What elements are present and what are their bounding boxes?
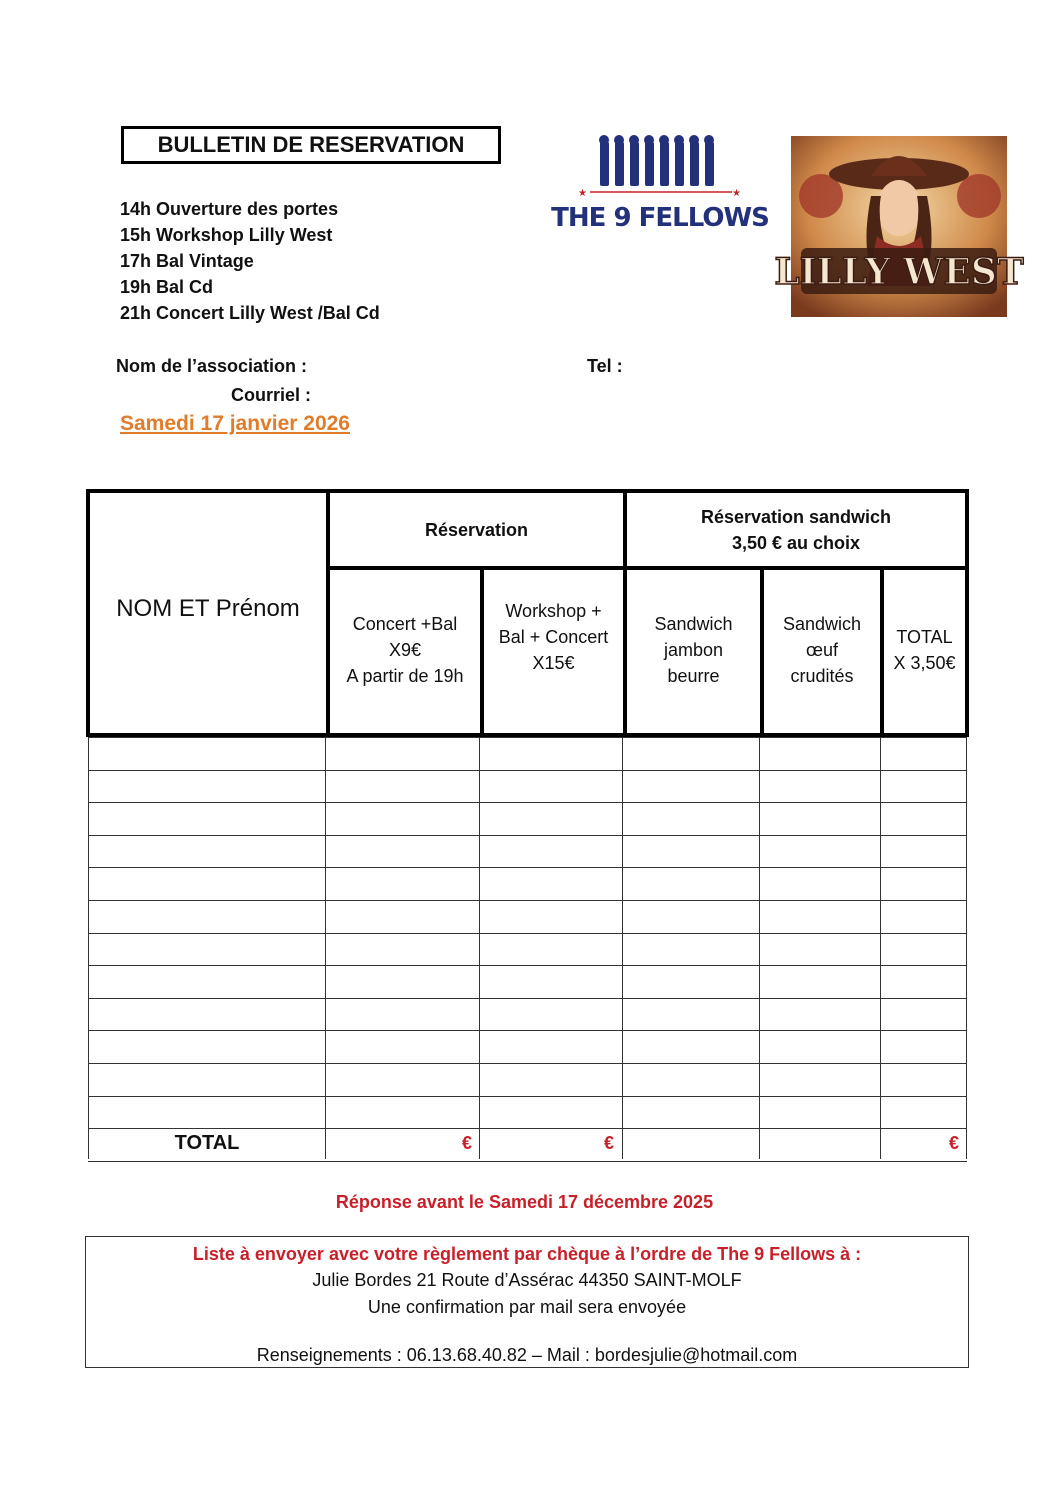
table-row-line: [88, 802, 967, 803]
sandwich-group-header: Réservation sandwich 3,50 € au choix: [700, 506, 892, 553]
table-row-line: [88, 867, 967, 868]
schedule-item: 19h Bal Cd: [120, 277, 214, 297]
name-column-header: NOM ET Prénom: [116, 595, 300, 622]
table-header: [86, 489, 969, 737]
concert-total-euro: €: [461, 1133, 472, 1153]
tel-label: Tel :: [587, 356, 623, 376]
table-row-line: [88, 737, 967, 738]
association-label: Nom de l’association :: [116, 356, 308, 376]
jambon-column-header: Sandwich jambon beurre: [654, 614, 733, 686]
footer-instructions: [85, 1236, 969, 1368]
response-deadline: Réponse avant le Samedi 17 décembre 2025: [335, 1192, 714, 1212]
lilly-logo-text: LILLY WEST: [774, 251, 1024, 293]
star-icon: ★: [732, 188, 741, 199]
concert-column-header: Concert +Bal X9€ A partir de 19h: [346, 614, 464, 686]
table-row-line: [88, 835, 967, 836]
table-row-line: [88, 998, 967, 999]
table-row-line: [88, 1063, 967, 1064]
schedule-item: 21h Concert Lilly West /Bal Cd: [120, 303, 380, 323]
postal-address: Julie Bordes 21 Route d’Assérac 44350 SAINT-MOLF: [312, 1270, 742, 1290]
star-icon: ★: [578, 188, 587, 199]
event-date: Samedi 17 janvier 2026: [120, 412, 350, 435]
fellows-logo-text: THE 9 FELLOWS: [551, 203, 769, 233]
table-row-line: [88, 1096, 967, 1097]
fellows-logo: [551, 130, 769, 240]
table-row-line: [88, 1030, 967, 1031]
total-column-header: TOTAL X 3,50€: [893, 627, 956, 673]
reservation-group-header: Réservation: [424, 519, 529, 540]
lilly-west-logo: [774, 136, 1024, 317]
workshop-total-euro: €: [603, 1133, 614, 1153]
page-title: BULLETIN DE RESERVATION: [121, 126, 501, 164]
courriel-label: Courriel :: [231, 385, 312, 405]
total-row-label: TOTAL: [174, 1132, 240, 1154]
workshop-column-header: Workshop + Bal + Concert X15€: [498, 601, 609, 673]
confirmation-note: Une confirmation par mail sera envoyée: [367, 1297, 687, 1317]
send-instructions: Liste à envoyer avec votre règlement par chèque à l’ordre de The 9 Fellows à :: [192, 1244, 862, 1264]
schedule-item: 17h Bal Vintage: [120, 251, 254, 271]
table-row-line: [88, 900, 967, 901]
table-row-line: [88, 965, 967, 966]
table-row-line: [88, 1161, 967, 1162]
table-row-line: [88, 770, 967, 771]
contact-info: Renseignements : 06.13.68.40.82 – Mail : bordesjulie@hotmail.com: [256, 1345, 798, 1365]
sandwich-total-euro: €: [948, 1133, 959, 1153]
dancers-silhouette-icon: [599, 135, 714, 186]
oeuf-column-header: Sandwich œuf crudités: [782, 614, 862, 686]
schedule-list: [120, 196, 380, 326]
schedule-item: 14h Ouverture des portes: [120, 199, 339, 219]
schedule-item: 15h Workshop Lilly West: [120, 225, 333, 245]
table-row-line: [88, 933, 967, 934]
